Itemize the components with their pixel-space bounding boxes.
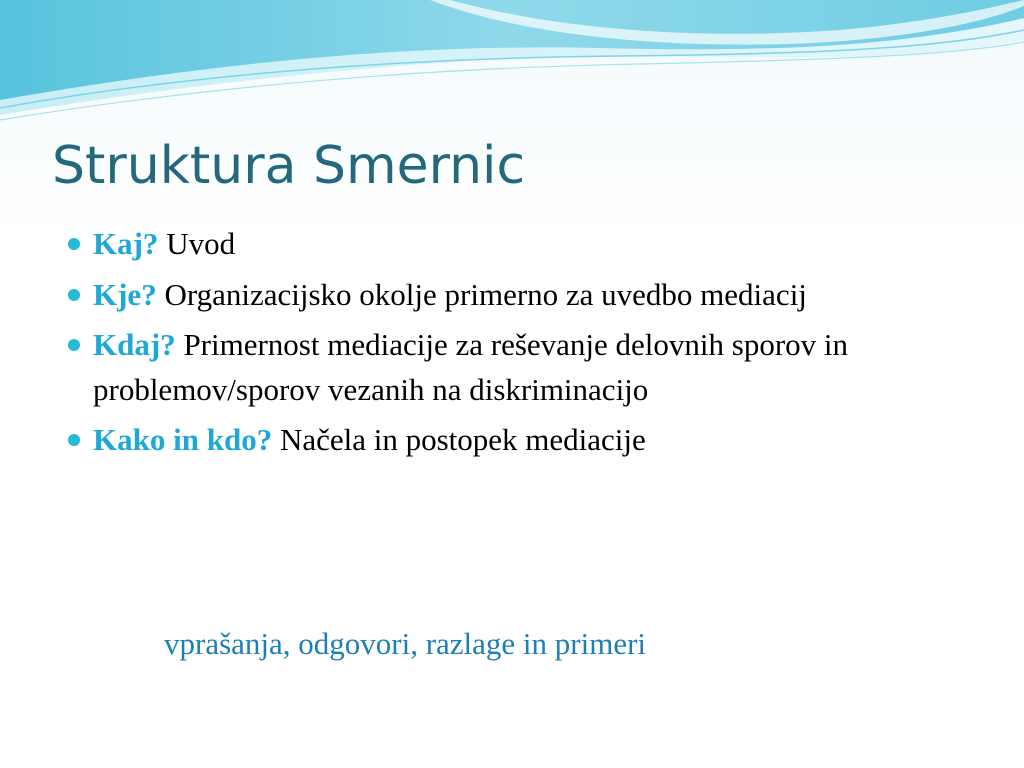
bullet-dot-icon	[68, 289, 80, 301]
bullet-keyword: Kaj?	[93, 226, 159, 261]
slide-title: Struktura Smernic	[52, 136, 526, 196]
bullet-dot-icon	[68, 339, 80, 351]
footer-note: vprašanja, odgovori, razlage in primeri	[164, 626, 647, 661]
bullet-dot-icon	[68, 238, 80, 250]
decorative-wave-banner	[0, 0, 1024, 130]
bullet-item	[60, 273, 940, 318]
bullet-text: Primernost mediacije za reševanje delovnih sporov in problemov/sporov vezanih na diskriminacijo	[93, 327, 849, 407]
bullet-keyword: Kdaj?	[93, 327, 176, 362]
bullet-item	[60, 323, 940, 412]
bullet-keyword: Kako in kdo?	[93, 422, 273, 457]
bullet-text: Organizacijsko okolje primerno za uvedbo mediacij	[164, 276, 807, 312]
bullet-list	[60, 222, 940, 469]
bullet-dot-icon	[68, 434, 80, 446]
bullet-text: Uvod	[166, 226, 236, 261]
bullet-text: Načela in postopek mediacije	[279, 422, 646, 457]
bullet-item	[60, 222, 940, 267]
bullet-item	[60, 418, 940, 463]
bullet-keyword: Kje?	[93, 276, 157, 312]
